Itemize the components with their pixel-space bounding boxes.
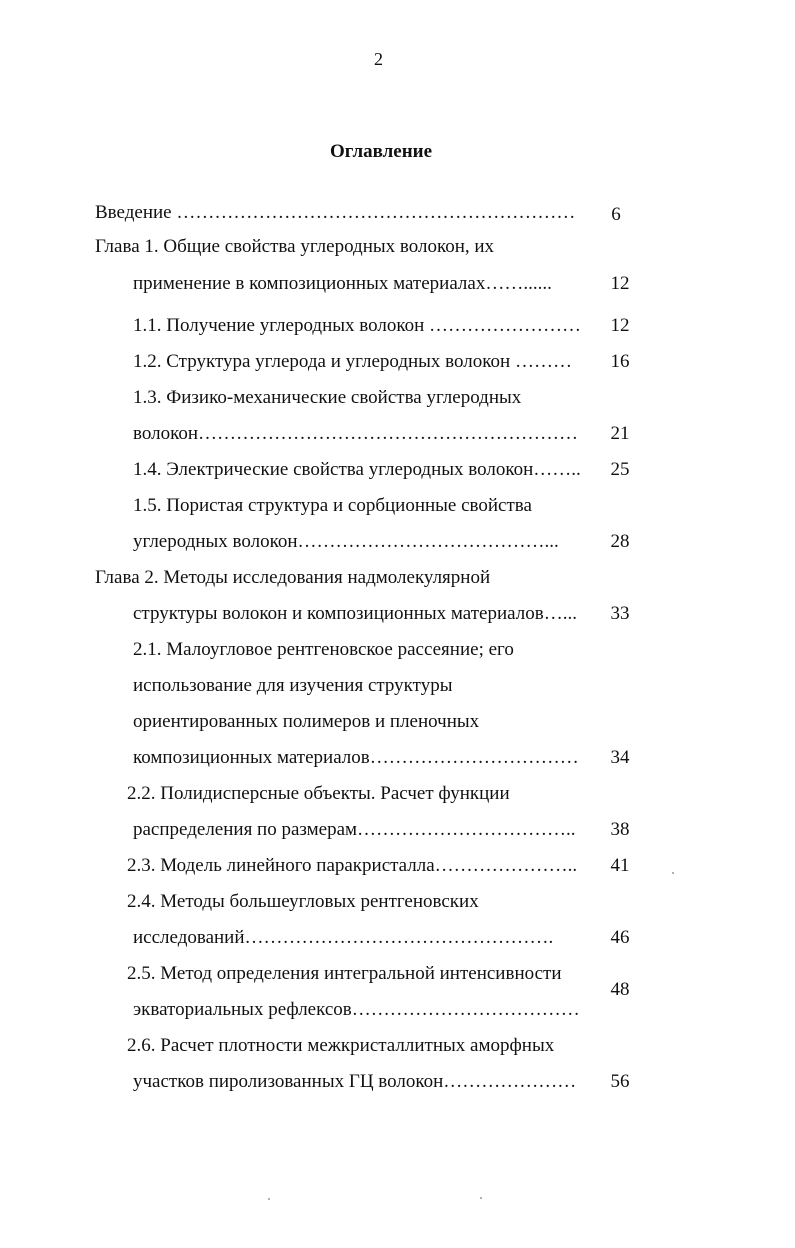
toc-entry-text: распределения по размерам…………………………….. <box>133 819 576 840</box>
toc-entry-text: 1.2. Структура углерода и углеродных волокон ……… <box>133 351 572 372</box>
toc-entry-text: экваториальных рефлексов……………………………… <box>133 999 580 1020</box>
toc-entry-text: композиционных материалов…………………………… <box>133 747 579 768</box>
toc-entry-page: 56 <box>610 1071 630 1092</box>
toc-entry-page: 21 <box>610 423 630 444</box>
toc-entry-text: 2.2. Полидисперсные объекты. Расчет функции <box>127 783 510 804</box>
toc-entry-text: волокон…………………………………………………… <box>133 423 579 444</box>
toc-entry-page: 16 <box>610 351 630 372</box>
toc-entry-text: углеродных волокон…………………………………... <box>133 531 559 552</box>
toc-entry-text: 2.3. Модель линейного паракристалла………………….. <box>127 855 578 876</box>
toc-entry-text: 2.1. Малоугловое рентгеновское рассеяние; его <box>133 639 514 660</box>
toc-entry-page: 34 <box>610 747 630 768</box>
toc-entry-text: исследований…………………………………………. <box>133 927 554 948</box>
toc-entry-page: 48 <box>610 979 630 1000</box>
toc-entry-page: 46 <box>610 927 630 948</box>
toc-entry-text: применение в композиционных материалах……...... <box>133 273 552 294</box>
toc-entry-text: структуры волокон и композиционных материалов…... <box>133 603 577 624</box>
toc-entry-text: 2.4. Методы большеугловых рентгеновских <box>127 891 479 912</box>
toc-entry-text: Глава 2. Методы исследования надмолекулярной <box>95 567 491 588</box>
toc-entry-page: 41 <box>610 855 630 876</box>
scan-speck <box>268 1198 270 1200</box>
toc-entry-text: ориентированных полимеров и пленочных <box>133 711 480 732</box>
toc-entry-text: 2.6. Расчет плотности межкристаллитных аморфных <box>127 1035 555 1056</box>
toc-entry-text: Введение ……………………………………………………… <box>95 202 576 223</box>
toc-entry-page: 38 <box>610 819 630 840</box>
toc-entry-page: 25 <box>610 459 630 480</box>
toc-entry-page: 6 <box>611 204 621 225</box>
toc-entry-text: использование для изучения структуры <box>133 675 453 696</box>
page-number: 2 <box>374 49 383 69</box>
toc-entry-text: Глава 1. Общие свойства углеродных волокон, их <box>95 236 495 257</box>
toc-entry-text: 1.1. Получение углеродных волокон …………………… <box>133 315 582 336</box>
toc-entry-page: 12 <box>610 273 630 294</box>
page-title: Оглавление <box>330 141 433 162</box>
toc-entry-text: 1.5. Пористая структура и сорбционные свойства <box>133 495 532 516</box>
toc-entry-text: участков пиролизованных ГЦ волокон………………… <box>133 1071 577 1092</box>
scan-speck <box>672 872 674 874</box>
toc-entry-text: 1.4. Электрические свойства углеродных волокон…….. <box>133 459 581 480</box>
toc-entry-page: 28 <box>610 531 630 552</box>
scan-speck <box>480 1197 482 1199</box>
toc-entry-page: 33 <box>610 603 630 624</box>
toc-entry-text: 2.5. Метод определения интегральной интенсивности <box>127 963 562 984</box>
toc-entry-page: 12 <box>610 315 630 336</box>
toc-entry-text: 1.3. Физико-механические свойства углеродных <box>133 387 522 408</box>
